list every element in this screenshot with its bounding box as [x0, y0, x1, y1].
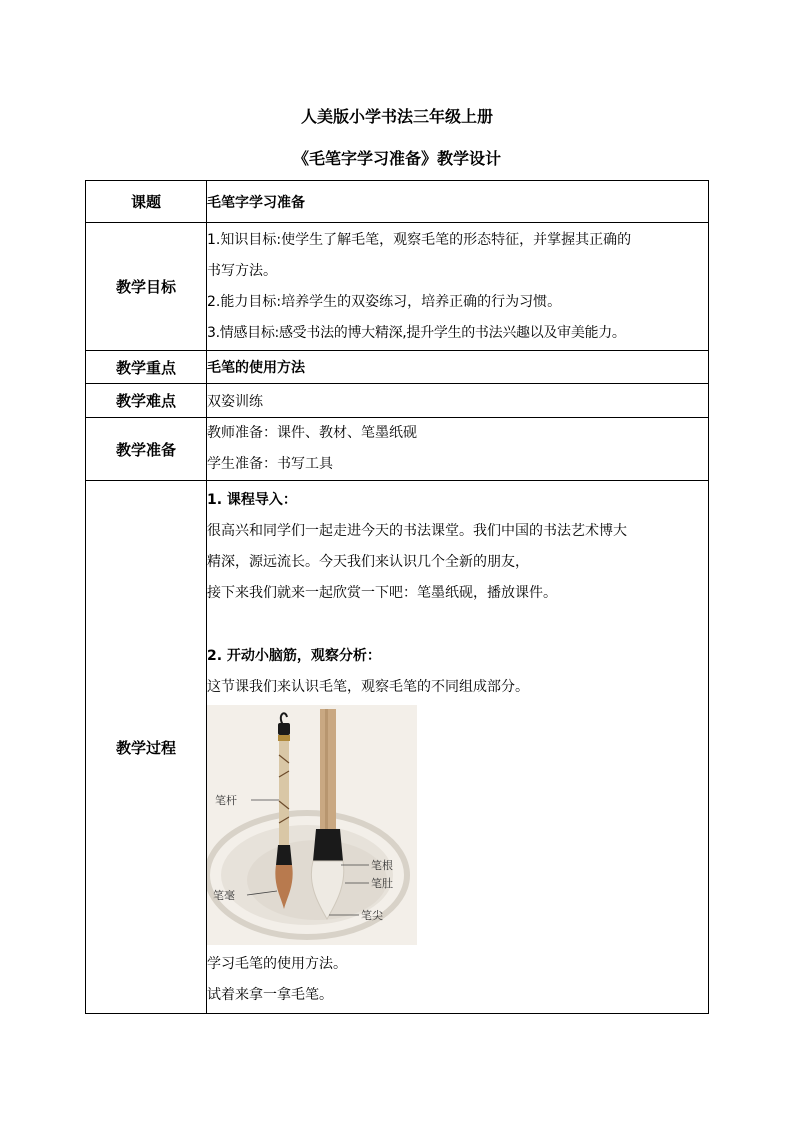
table-row-key: [86, 351, 709, 384]
label-goals: 教学目标: [86, 223, 207, 351]
brush-ferrule-right: [313, 829, 343, 861]
label-tip: 笔尖: [361, 909, 383, 922]
step2-heading: 2. 开动小脑筋，观察分析：: [207, 648, 381, 664]
value-key: 毛笔的使用方法: [207, 351, 709, 384]
lesson-plan-table: [85, 180, 709, 1014]
spacer: [207, 609, 708, 641]
value-process: [207, 481, 709, 1014]
document-title: 人美版小学书法三年级上册: [300, 107, 493, 126]
table-row-goals: [86, 223, 709, 351]
value-difficulty: 双姿训练: [207, 384, 709, 418]
goal-line: 3.情感目标:感受书法的博大精深,提升学生的书法兴趣以及审美能力。: [207, 324, 626, 341]
label-hair: 笔毫: [213, 889, 235, 902]
after-line: 学习毛笔的使用方法。: [207, 956, 347, 972]
value-prep: [207, 418, 709, 481]
label-process: 教学过程: [86, 481, 207, 1014]
step1-line: 接下来我们就来一起欣赏一下吧：笔墨纸砚，播放课件。: [207, 585, 557, 601]
brush-anatomy-figure: [207, 705, 417, 945]
prep-line: 学生准备：书写工具: [207, 456, 333, 472]
value-goals: [207, 223, 709, 351]
table-row-difficulty: [86, 384, 709, 418]
prep-line: 教师准备：课件、教材、笔墨纸砚: [207, 425, 417, 441]
brush-cap: [278, 723, 290, 735]
label-shaft: 笔杆: [215, 794, 237, 807]
label-prep: 教学准备: [86, 418, 207, 481]
brush-ring: [278, 735, 290, 741]
label-topic: 课题: [86, 181, 207, 223]
goal-line: 1.知识目标:使学生了解毛笔，观察毛笔的形态特征，并掌握其正确的: [207, 231, 632, 248]
brush-ferrule-left: [276, 845, 292, 865]
table-row-prep: [86, 418, 709, 481]
label-belly: 笔肚: [371, 877, 393, 890]
step2-intro: 这节课我们来认识毛笔，观察毛笔的不同组成部分。: [207, 679, 529, 695]
goal-line: 2.能力目标:培养学生的双姿练习，培养正确的行为习惯。: [207, 293, 562, 310]
step1-heading: 1. 课程导入：: [207, 492, 297, 508]
step1-line: 很高兴和同学们一起走进今天的书法课堂。我们中国的书法艺术博大: [207, 523, 627, 539]
step1-line: 精深，源远流长。今天我们来认识几个全新的朋友，: [207, 554, 529, 570]
document-subtitle: 《毛笔字学习准备》教学设计: [292, 149, 501, 168]
after-line: 试着来拿一拿毛笔。: [207, 987, 333, 1003]
label-root: 笔根: [371, 859, 393, 872]
label-key: 教学重点: [86, 351, 207, 384]
table-row-process: [86, 481, 709, 1014]
table-row-topic: [86, 181, 709, 223]
label-difficulty: 教学难点: [86, 384, 207, 418]
value-topic: 毛笔字学习准备: [207, 181, 709, 223]
shaft-highlight: [325, 709, 328, 829]
goal-line: 书写方法。: [207, 262, 277, 279]
